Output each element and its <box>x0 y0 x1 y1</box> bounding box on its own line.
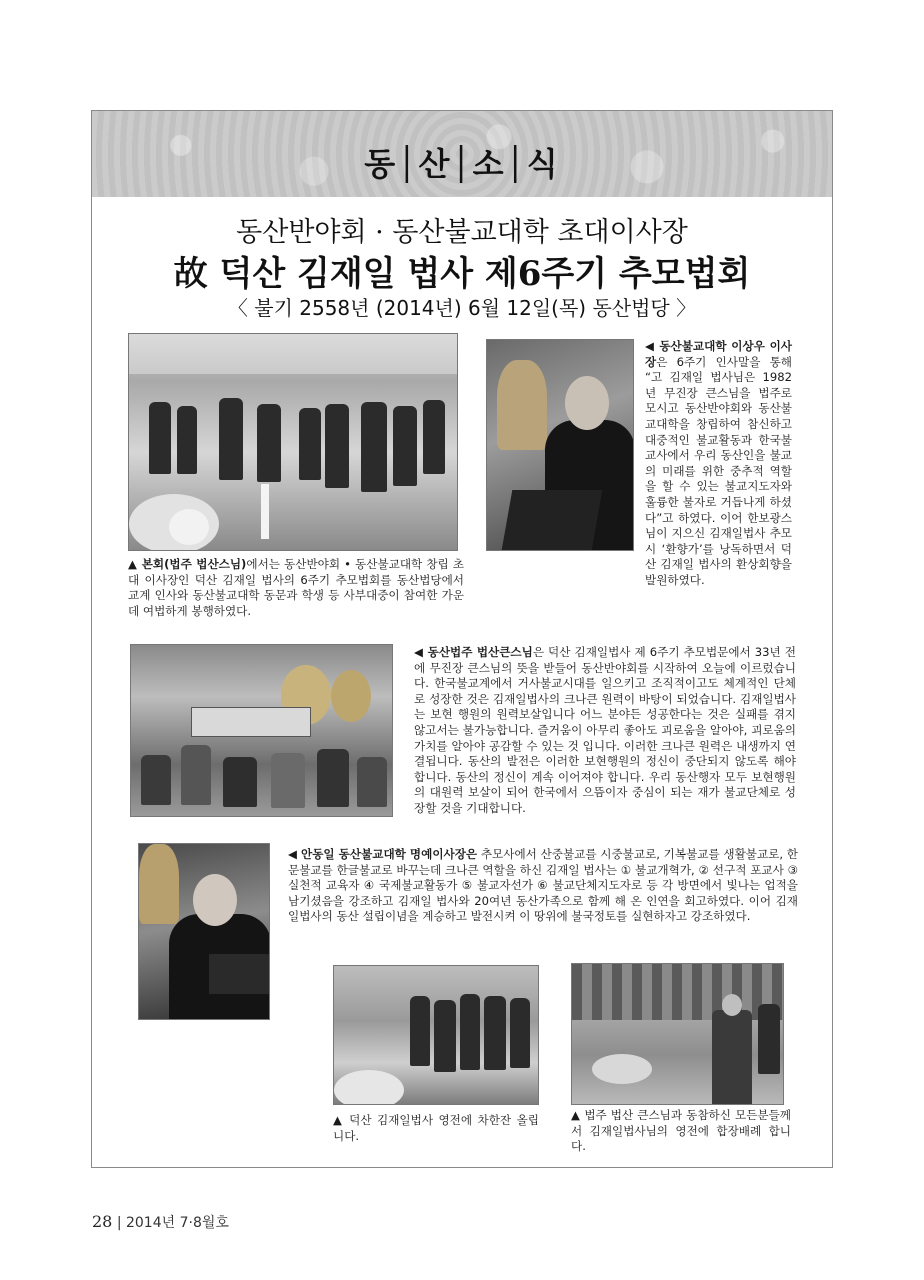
headline-date-venue: 〈 불기 2558년 (2014년) 6월 12일(목) 동산법당 〉 <box>227 296 697 320</box>
caption-chairman-greeting: ◀ 동산불교대학 이상우 이사장은 6주기 인사말을 통해 “고 김재일 법사님은 1982년 무진장 큰스님을 법주로 모시고 동산반야회와 동산불교대학을 창립하여 참신하고 대중적인 불교활동과 한국불교사에서 우리 동산인을 불교의 미래를 위한 중추적 역할을 할 수 있는 불교지도자와 훌륭한 불자로 거듭나게 하셨다”고 하였다. 이어 한보광스님이 지으신 김재일법사 추모시 ‘환향가’를 낭독하면서 덕산 김재일 법사의 환상회향을 발원하였다. <box>645 339 792 587</box>
caption-altar-bowing: ▲ 법주 법산 큰스님과 동참하신 모든분들께서 김재일법사님의 영전에 합장배례 합니다. <box>571 1108 791 1154</box>
photo-ceremony-hall <box>128 333 458 551</box>
caption-tea-offering: ▲ 덕산 김재일법사 영전에 차한잔 올립니다. <box>333 1113 539 1143</box>
section-title: 동│산│소│식 <box>364 145 560 183</box>
caption-dharma-talk: ◀ 동산법주 법산큰스님은 덕산 김재일법사 제 6주기 추모법문에서 33년 전에 무진장 큰스님의 뜻을 받들어 동산반야회를 시작하여 오늘에 이르렀습니다. 한국불교계에서 거사불교시대를 일으키고 조직적이고도 체계적인 단체로 성장한 것은 김재일법사의 크나큰 원력이 바탕이 되었습니다. 김재일법사는 보현 행원의 원력보살입니다 어느 분야든 성공한다는 것은 실패를 겪지 않고서는 불가능합니다. 즐거움이 아무리 좋아도 괴로움을 알아야, 괴로움의 가치를 알아야 공감할 수 있는 것 입니다. 이러한 크나큰 원력은 내생까지 연결됩니다. 동산의 발전은 이러한 보현행원의 정신이 중단되지 않도록 해야 합니다. 동산의 정신이 계속 이어져야 합니다. 우리 동산행자 모두 보현행원의 대원력 보살이 되어 한국에서 으뜸이자 중심이 되는 재가 불교단체로 성장할 것을 기대합니다. <box>414 645 796 815</box>
caption-main-ceremony: ▲ 본회(법주 법산스님)에서는 동산반야회 • 동산불교대학 창립 초대 이사장인 덕산 김재일 법사의 6주기 추모법회를 동산법당에서 교계 인사와 동산불교대학 동문과 학생 등 사부대중이 참여한 가운데 여법하게 봉행하였다. <box>128 557 464 618</box>
headline-title: 故 덕산 김재일 법사 제6주기 추모법회 <box>173 254 751 294</box>
caption-memorial-address: ◀ 안동일 동산불교대학 명예이사장은 추모사에서 산중불교를 시중불교로, 기복불교를 생활불교로, 한문불교를 한글불교로 바꾸는데 크나큰 역할을 하신 김재일 법사는 ① 불교개혁가, ② 선구적 포교사 ③ 실천적 교육자 ④ 국제불교활동가 ⑤ 불교자선가 ⑥ 불교단체지도자로 등 각 방면에서 빛나는 업적을 남기셨음을 강조하고 김재일 법사와 20여년 동산가족으로 함께 해 온 인연을 회고하였다. 이어 김재일법사의 동산 설립이념을 계승하고 발전시켜 이 땅위에 불국정토를 실현하자고 강조하였다. <box>288 847 798 924</box>
photo-honorary-chairman <box>138 843 270 1020</box>
photo-dharma-talk <box>130 644 393 817</box>
footer-separator: | <box>116 1215 122 1231</box>
photo-altar-bowing <box>571 963 784 1105</box>
photo-chairman-speaking <box>486 339 634 551</box>
section-banner <box>92 111 832 197</box>
issue-label: 2014년 7·8월호 <box>125 1215 229 1231</box>
headline-subtitle: 동산반야회 · 동산불교대학 초대이사장 <box>236 217 688 248</box>
page-number: 28 <box>92 1212 113 1231</box>
photo-tea-offering <box>333 965 539 1105</box>
page-footer <box>92 1212 229 1232</box>
